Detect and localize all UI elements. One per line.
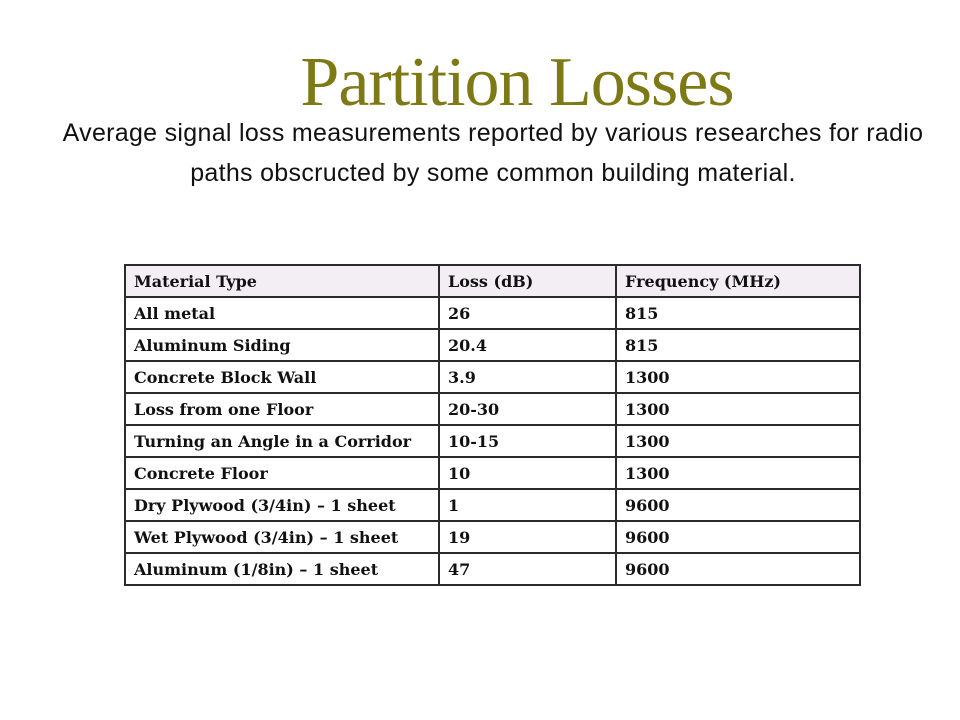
cell-frequency: 1300 <box>616 361 860 393</box>
cell-material: Dry Plywood (3/4in) – 1 sheet <box>125 489 439 521</box>
cell-frequency: 9600 <box>616 521 860 553</box>
cell-frequency: 815 <box>616 297 860 329</box>
cell-material: Concrete Floor <box>125 457 439 489</box>
table-row <box>125 297 860 329</box>
table-row <box>125 553 860 585</box>
header-loss-db: Loss (dB) <box>439 265 616 297</box>
table-header <box>125 265 860 297</box>
cell-material: Aluminum (1/8in) – 1 sheet <box>125 553 439 585</box>
partition-loss-table <box>124 264 861 586</box>
cell-loss: 3.9 <box>439 361 616 393</box>
cell-material: All metal <box>125 297 439 329</box>
table-row <box>125 361 860 393</box>
cell-loss: 47 <box>439 553 616 585</box>
partition-loss-table-container <box>124 264 861 586</box>
table-row <box>125 521 860 553</box>
table-row <box>125 393 860 425</box>
cell-frequency: 9600 <box>616 553 860 585</box>
cell-loss: 19 <box>439 521 616 553</box>
cell-loss: 26 <box>439 297 616 329</box>
header-frequency-mhz: Frequency (MHz) <box>616 265 860 297</box>
cell-frequency: 9600 <box>616 489 860 521</box>
cell-frequency: 1300 <box>616 457 860 489</box>
cell-loss: 1 <box>439 489 616 521</box>
cell-material: Concrete Block Wall <box>125 361 439 393</box>
cell-material: Aluminum Siding <box>125 329 439 361</box>
slide-subtitle: Average signal loss measurements reported by various researches for radio paths obscructed by some common building material. <box>62 119 924 187</box>
table-row <box>125 457 860 489</box>
slide-title: Partition Losses <box>300 44 734 121</box>
cell-frequency: 1300 <box>616 393 860 425</box>
table-body <box>125 297 860 585</box>
cell-loss: 20-30 <box>439 393 616 425</box>
cell-frequency: 815 <box>616 329 860 361</box>
table-row <box>125 425 860 457</box>
cell-material: Wet Plywood (3/4in) – 1 sheet <box>125 521 439 553</box>
cell-loss: 10 <box>439 457 616 489</box>
cell-material: Loss from one Floor <box>125 393 439 425</box>
table-header-row <box>125 265 860 297</box>
cell-frequency: 1300 <box>616 425 860 457</box>
header-material-type: Material Type <box>125 265 439 297</box>
table-row <box>125 329 860 361</box>
cell-loss: 20.4 <box>439 329 616 361</box>
cell-loss: 10-15 <box>439 425 616 457</box>
table-row <box>125 489 860 521</box>
cell-material: Turning an Angle in a Corridor <box>125 425 439 457</box>
